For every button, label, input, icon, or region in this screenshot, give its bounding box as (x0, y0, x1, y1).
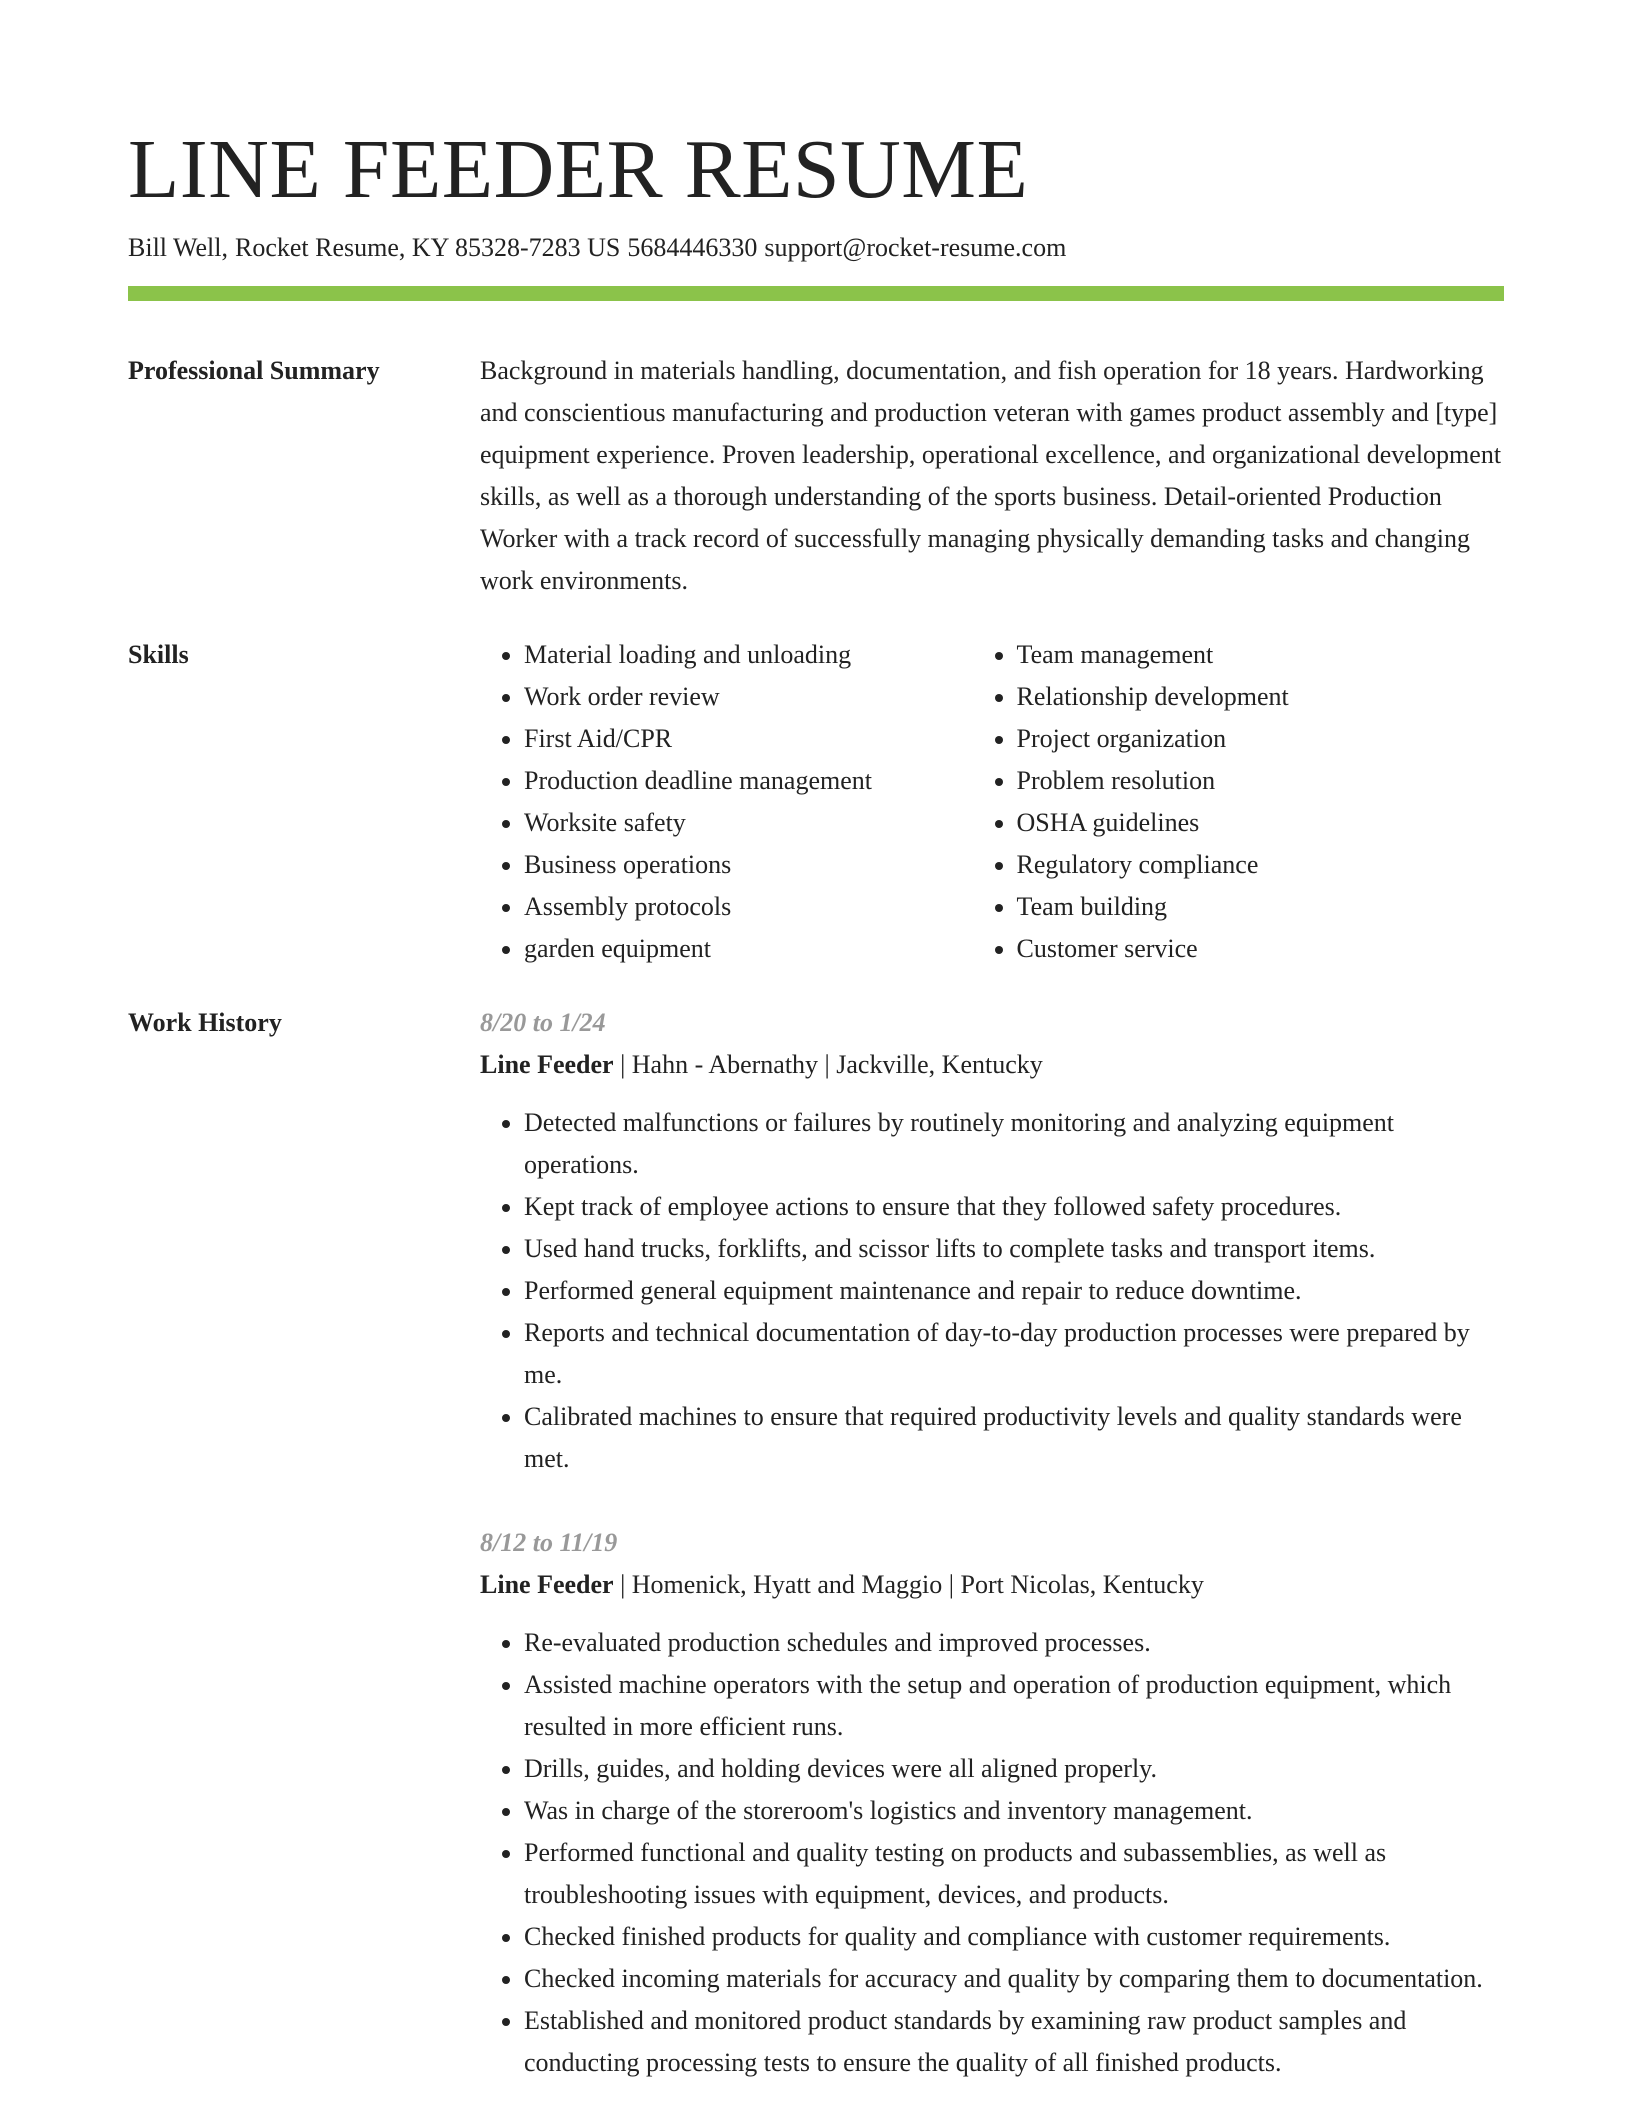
skill-item: • Customer service (1017, 928, 1505, 970)
job-bullet: • Drills, guides, and holding devices were all aligned properly. (524, 1748, 1504, 1790)
skill-item: • Team management (1017, 634, 1505, 676)
skill-item: • Business operations (524, 844, 973, 886)
contact-line (128, 230, 1073, 266)
skill-item: • Problem resolution (1017, 760, 1505, 802)
skill-item: • Work order review (524, 676, 973, 718)
skill-item: • First Aid/CPR (524, 718, 973, 760)
skill-item: • Team building (1017, 886, 1505, 928)
contact-location: Rocket Resume, KY 85328-7283 US (235, 233, 621, 262)
summary-body (480, 350, 1504, 602)
job-dates: 8/12 to 11/19 (480, 1528, 618, 1557)
job-bullet: • Assisted machine operators with the setup and operation of production equipment, which resulted in more efficient runs. (524, 1664, 1504, 1748)
skills-list-right (973, 634, 1505, 970)
contact-phone: 5684446330 (627, 233, 758, 262)
skills-list-left (480, 634, 973, 970)
job-bullet-list (480, 1622, 1504, 2084)
job-bullet: • Re-evaluated production schedules and improved processes. (524, 1622, 1504, 1664)
skills-body (480, 634, 1504, 970)
job-bullet: • Calibrated machines to ensure that required productivity levels and quality standards were met. (524, 1396, 1504, 1480)
job-bullet: • Detected malfunctions or failures by routinely monitoring and analyzing equipment operations. (524, 1102, 1504, 1186)
contact-name: Bill Well, (128, 233, 228, 262)
header-divider (128, 286, 1504, 301)
job-entry (480, 1002, 1504, 1480)
job-title: Line Feeder (480, 1570, 614, 1599)
job-bullet: • Reports and technical documentation of day-to-day production processes were prepared by me. (524, 1312, 1504, 1396)
skill-item: • OSHA guidelines (1017, 802, 1505, 844)
job-bullet-list (480, 1102, 1504, 1480)
job-bullet: • Performed general equipment maintenance and repair to reduce downtime. (524, 1270, 1504, 1312)
job-title: Line Feeder (480, 1050, 614, 1079)
job-employer-location: | Homenick, Hyatt and Maggio | Port Nicolas, Kentucky (613, 1570, 1204, 1599)
skill-item: • Material loading and unloading (524, 634, 973, 676)
job-header (480, 1564, 1504, 1606)
resume-title: LINE FEEDER RESUME (128, 123, 1029, 216)
skill-item: • Regulatory compliance (1017, 844, 1505, 886)
work-history-heading: Work History (128, 1008, 282, 1037)
job-bullet: • Performed functional and quality testing on products and subassemblies, as well as troubleshooting issues with equipment, devices, and products. (524, 1832, 1504, 1916)
skill-item: • Worksite safety (524, 802, 973, 844)
job-bullet: • Established and monitored product standards by examining raw product samples and conducting processing tests to ensure the quality of all finished products. (524, 2000, 1504, 2084)
job-bullet: • Used hand trucks, forklifts, and scissor lifts to complete tasks and transport items. (524, 1228, 1504, 1270)
job-dates: 8/20 to 1/24 (480, 1008, 606, 1037)
summary-text: Background in materials handling, documentation, and fish operation for 18 years. Hardworking and conscientious manufacturing and production veteran with games product assembly and [type] equipment experience. Proven leadership, operational excellence, and organizational development skills, as well as a thorough understanding of the sports business. Detail-oriented Production Worker with a track record of successfully managing physically demanding tasks and changing work environments. (480, 356, 1502, 595)
contact-email[interactable]: support@rocket-resume.com (764, 233, 1067, 262)
skill-item: • Production deadline management (524, 760, 973, 802)
job-entry (480, 1522, 1504, 2084)
skill-item: • garden equipment (524, 928, 973, 970)
work-history-body (480, 1002, 1504, 2126)
job-bullet: • Checked incoming materials for accuracy and quality by comparing them to documentation. (524, 1958, 1504, 2000)
job-bullet: • Kept track of employee actions to ensure that they followed safety procedures. (524, 1186, 1504, 1228)
skills-heading: Skills (128, 640, 189, 669)
job-header (480, 1044, 1504, 1086)
skill-item: • Assembly protocols (524, 886, 973, 928)
job-bullet: • Checked finished products for quality and compliance with customer requirements. (524, 1916, 1504, 1958)
summary-heading: Professional Summary (128, 356, 380, 385)
skill-item: • Project organization (1017, 718, 1505, 760)
job-bullet: • Was in charge of the storeroom's logistics and inventory management. (524, 1790, 1504, 1832)
skill-item: • Relationship development (1017, 676, 1505, 718)
job-employer-location: | Hahn - Abernathy | Jackville, Kentucky (613, 1050, 1043, 1079)
